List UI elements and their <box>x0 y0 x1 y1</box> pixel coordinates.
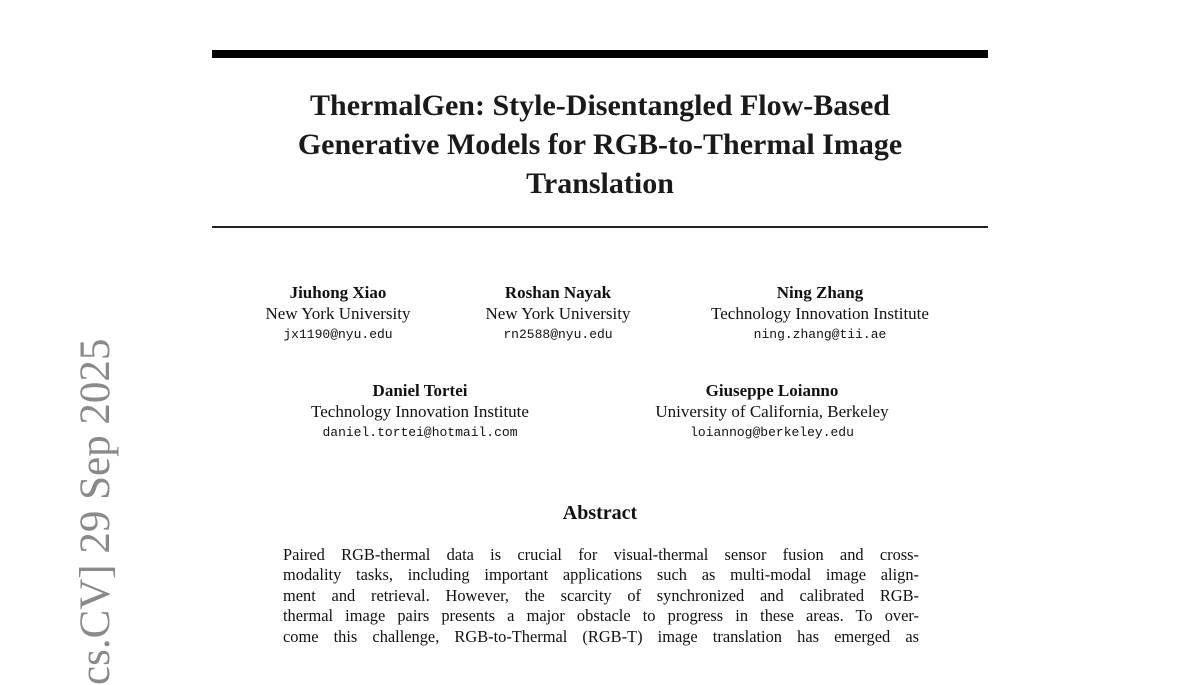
author-affiliation: University of California, Berkeley <box>655 402 889 421</box>
author-block <box>311 380 529 444</box>
abstract-heading: Abstract <box>562 502 638 524</box>
arxiv-stamp-text: cs.CV] 29 Sep 2025 <box>72 338 119 685</box>
author-affiliation: New York University <box>265 304 411 323</box>
title-line: Generative Models for RGB-to-Thermal Image <box>297 128 903 161</box>
author-email: loiannog@berkeley.edu <box>690 425 854 440</box>
title-line: Translation <box>526 167 674 200</box>
paper-title <box>212 86 988 203</box>
abstract-line: come this challenge, RGB-to-Thermal (RGB-T) image translation has emerged as <box>283 626 919 646</box>
author-name: Daniel Tortei <box>372 381 468 400</box>
author-name: Giuseppe Loianno <box>705 381 839 400</box>
arxiv-stamp <box>5 330 119 685</box>
abstract-body <box>283 545 919 647</box>
author-affiliation: Technology Innovation Institute <box>711 304 929 323</box>
author-affiliation: New York University <box>485 304 631 323</box>
author-name: Roshan Nayak <box>504 283 612 302</box>
title-bottom-rule <box>212 226 988 228</box>
abstract-line: modality tasks, including important applications such as multi-modal image align- <box>283 565 919 585</box>
title-line: ThermalGen: Style-Disentangled Flow-Based <box>310 89 890 122</box>
author-block <box>266 282 411 346</box>
abstract-line: ment and retrieval. However, the scarcity of synchronized and calibrated RGB- <box>283 585 919 605</box>
author-name: Ning Zhang <box>776 283 864 302</box>
author-email: daniel.tortei@hotmail.com <box>322 425 518 440</box>
abstract-line: thermal image pairs presents a major obstacle to progress in these areas. To over- <box>283 606 919 626</box>
author-block <box>711 282 929 346</box>
author-email: ning.zhang@tii.ae <box>753 327 887 342</box>
author-name: Jiuhong Xiao <box>289 283 387 302</box>
abstract-line: Paired RGB-thermal data is crucial for visual-thermal sensor fusion and cross- <box>283 545 919 564</box>
author-affiliation: Technology Innovation Institute <box>311 402 529 421</box>
title-top-rule <box>212 50 988 58</box>
author-email: rn2588@nyu.edu <box>503 327 613 342</box>
author-email: jx1190@nyu.edu <box>283 327 393 342</box>
author-block <box>655 380 888 444</box>
author-block <box>486 282 631 346</box>
